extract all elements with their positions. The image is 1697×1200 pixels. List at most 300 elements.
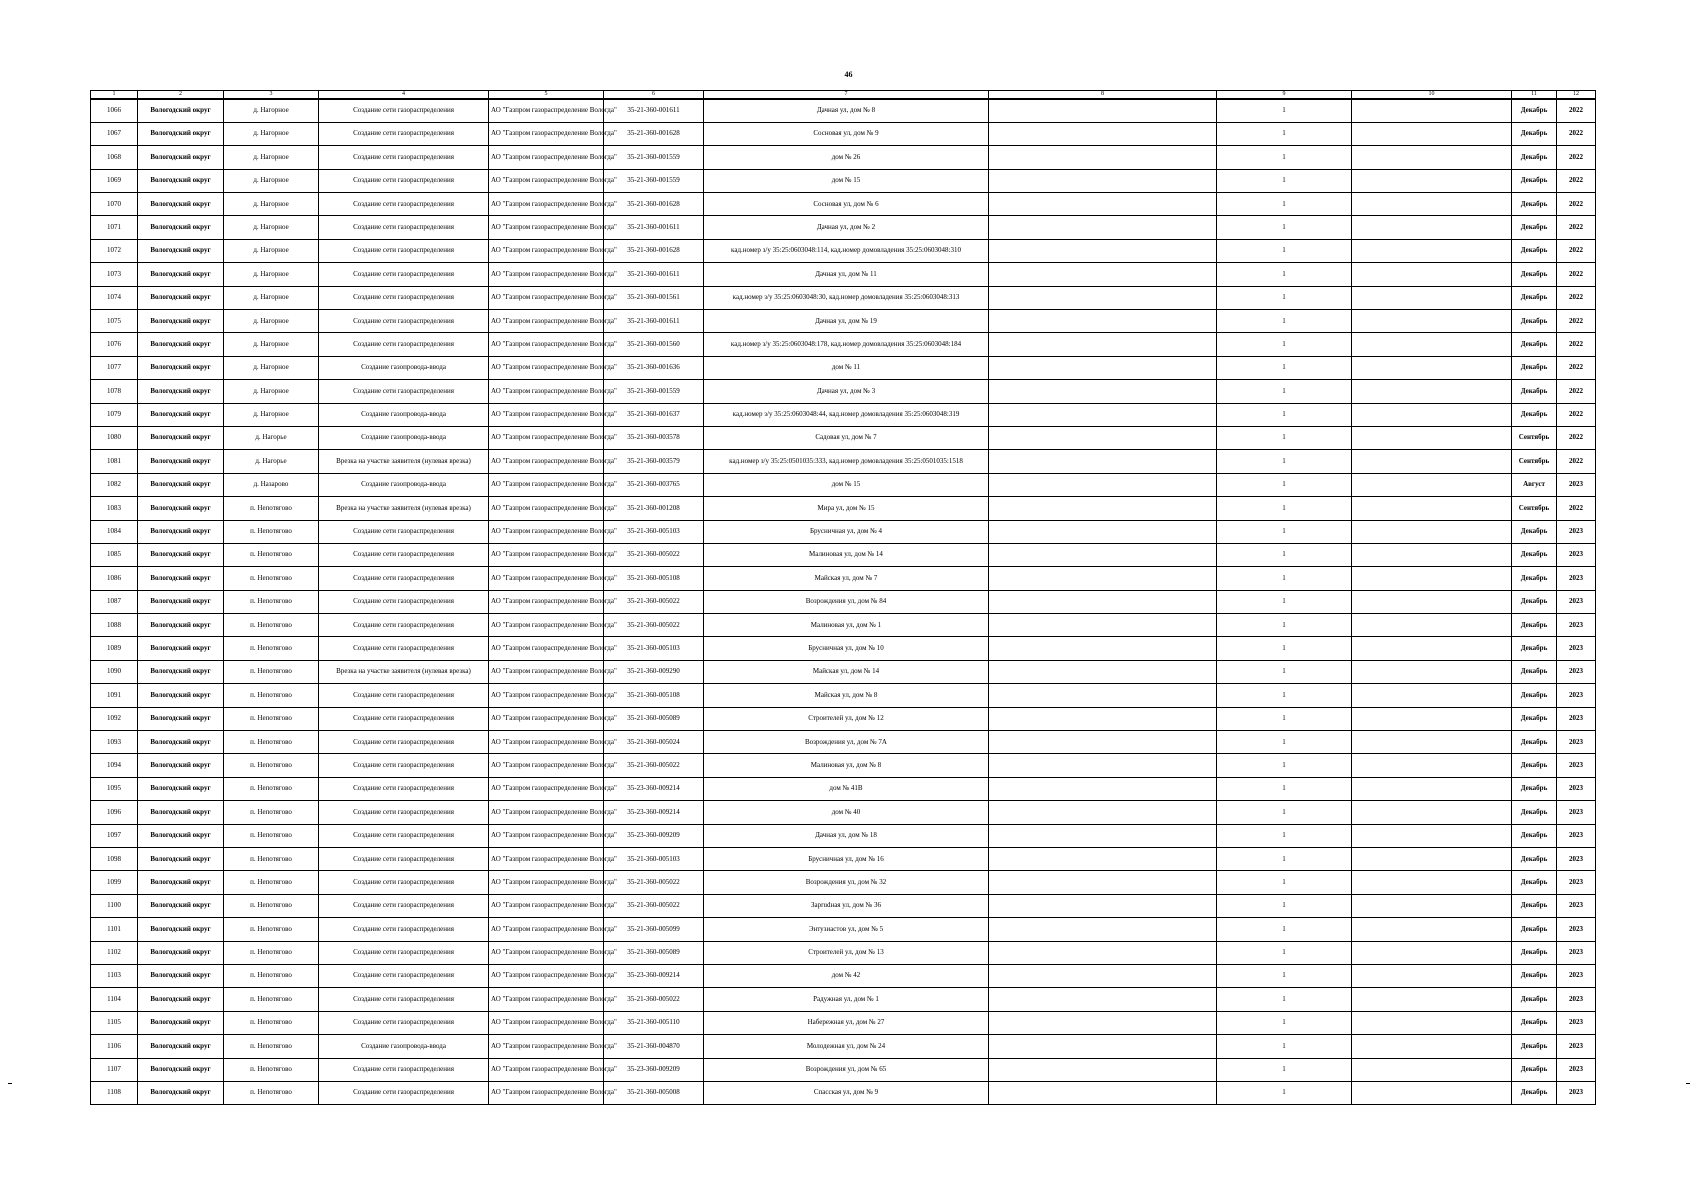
address-cell: Дачная ул, дом № 19 bbox=[704, 310, 989, 333]
work-type-cell: Создание сети газораспределения bbox=[319, 99, 489, 122]
district-cell: Вологодский округ bbox=[138, 1035, 224, 1058]
col8-cell bbox=[989, 637, 1217, 660]
row-number: 1087 bbox=[91, 590, 138, 613]
quantity-cell: 1 bbox=[1217, 193, 1352, 216]
col10-cell bbox=[1352, 543, 1512, 566]
year-cell: 2022 bbox=[1557, 146, 1596, 169]
year-cell: 2023 bbox=[1557, 520, 1596, 543]
row-number: 1095 bbox=[91, 777, 138, 800]
year-cell: 2023 bbox=[1557, 567, 1596, 590]
col8-cell bbox=[989, 239, 1217, 262]
settlement-cell: п. Непотягово bbox=[224, 1035, 319, 1058]
year-cell: 2023 bbox=[1557, 801, 1596, 824]
col10-cell bbox=[1352, 426, 1512, 449]
row-number: 1071 bbox=[91, 216, 138, 239]
object-code-cell: 35-21-360-005008 bbox=[604, 1081, 704, 1104]
year-cell: 2023 bbox=[1557, 894, 1596, 917]
col10-cell bbox=[1352, 169, 1512, 192]
month-cell: Декабрь bbox=[1512, 1035, 1557, 1058]
col10-cell bbox=[1352, 310, 1512, 333]
district-cell: Вологодский округ bbox=[138, 918, 224, 941]
work-type-cell: Создание сети газораспределения bbox=[319, 894, 489, 917]
year-cell: 2023 bbox=[1557, 941, 1596, 964]
address-cell: Дачная ул, дом № 18 bbox=[704, 824, 989, 847]
row-number: 1078 bbox=[91, 380, 138, 403]
settlement-cell: п. Непотягово bbox=[224, 941, 319, 964]
year-cell: 2022 bbox=[1557, 333, 1596, 356]
settlement-cell: п. Непотягово bbox=[224, 801, 319, 824]
quantity-cell: 1 bbox=[1217, 918, 1352, 941]
year-cell: 2023 bbox=[1557, 1035, 1596, 1058]
address-cell: дом № 15 bbox=[704, 473, 989, 496]
district-cell: Вологодский округ bbox=[138, 286, 224, 309]
col8-cell bbox=[989, 286, 1217, 309]
month-cell: Декабрь bbox=[1512, 99, 1557, 122]
row-number: 1093 bbox=[91, 731, 138, 754]
organization-cell: АО "Газпром газораспределение Вологда" bbox=[489, 1058, 604, 1081]
col10-cell bbox=[1352, 286, 1512, 309]
work-type-cell: Создание сети газораспределения bbox=[319, 169, 489, 192]
col10-cell bbox=[1352, 894, 1512, 917]
address-cell: Малиновая ул, дом № 14 bbox=[704, 543, 989, 566]
year-cell: 2023 bbox=[1557, 614, 1596, 637]
month-cell: Декабрь bbox=[1512, 707, 1557, 730]
col10-cell bbox=[1352, 450, 1512, 473]
object-code-cell: 35-21-360-003578 bbox=[604, 426, 704, 449]
organization-cell: АО "Газпром газораспределение Вологда" bbox=[489, 169, 604, 192]
district-cell: Вологодский округ bbox=[138, 848, 224, 871]
col10-cell bbox=[1352, 497, 1512, 520]
col10-cell bbox=[1352, 380, 1512, 403]
quantity-cell: 1 bbox=[1217, 216, 1352, 239]
table-row bbox=[91, 122, 1596, 145]
organization-cell: АО "Газпром газораспределение Вологда" bbox=[489, 520, 604, 543]
row-number: 1097 bbox=[91, 824, 138, 847]
work-type-cell: Создание сети газораспределения bbox=[319, 380, 489, 403]
object-code-cell: 35-21-360-005089 bbox=[604, 941, 704, 964]
col10-cell bbox=[1352, 1058, 1512, 1081]
work-type-cell: Создание сети газораспределения bbox=[319, 310, 489, 333]
col8-cell bbox=[989, 660, 1217, 683]
settlement-cell: п. Непотягово bbox=[224, 590, 319, 613]
settlement-cell: д. Нагорное bbox=[224, 193, 319, 216]
col10-cell bbox=[1352, 520, 1512, 543]
address-cell: Возрождения ул, дом № 65 bbox=[704, 1058, 989, 1081]
col8-cell bbox=[989, 871, 1217, 894]
district-cell: Вологодский округ bbox=[138, 684, 224, 707]
year-cell: 2022 bbox=[1557, 356, 1596, 379]
col10-cell bbox=[1352, 1081, 1512, 1104]
quantity-cell: 1 bbox=[1217, 801, 1352, 824]
address-cell: Брусничная ул, дом № 4 bbox=[704, 520, 989, 543]
district-cell: Вологодский округ bbox=[138, 754, 224, 777]
settlement-cell: п. Непотягово bbox=[224, 848, 319, 871]
address-cell: Майская ул, дом № 8 bbox=[704, 684, 989, 707]
row-number: 1105 bbox=[91, 1011, 138, 1034]
organization-cell: АО "Газпром газораспределение Вологда" bbox=[489, 824, 604, 847]
organization-cell: АО "Газпром газораспределение Вологда" bbox=[489, 590, 604, 613]
month-cell: Декабрь bbox=[1512, 824, 1557, 847]
table-row bbox=[91, 169, 1596, 192]
row-number: 1082 bbox=[91, 473, 138, 496]
object-code-cell: 35-21-360-001208 bbox=[604, 497, 704, 520]
object-code-cell: 35-21-360-001611 bbox=[604, 263, 704, 286]
col10-cell bbox=[1352, 848, 1512, 871]
district-cell: Вологодский округ bbox=[138, 614, 224, 637]
table-row bbox=[91, 356, 1596, 379]
district-cell: Вологодский округ bbox=[138, 707, 224, 730]
col8-cell bbox=[989, 1035, 1217, 1058]
object-code-cell: 35-21-360-004870 bbox=[604, 1035, 704, 1058]
address-cell: Строителей ул, дом № 13 bbox=[704, 941, 989, 964]
organization-cell: АО "Газпром газораспределение Вологда" bbox=[489, 286, 604, 309]
quantity-cell: 1 bbox=[1217, 122, 1352, 145]
col8-cell bbox=[989, 426, 1217, 449]
column-header: 8 bbox=[989, 91, 1217, 100]
col10-cell bbox=[1352, 333, 1512, 356]
quantity-cell: 1 bbox=[1217, 731, 1352, 754]
settlement-cell: д. Нагорное bbox=[224, 99, 319, 122]
organization-cell: АО "Газпром газораспределение Вологда" bbox=[489, 848, 604, 871]
row-number: 1100 bbox=[91, 894, 138, 917]
district-cell: Вологодский округ bbox=[138, 777, 224, 800]
work-type-cell: Создание сети газораспределения bbox=[319, 801, 489, 824]
object-code-cell: 35-21-360-001561 bbox=[604, 286, 704, 309]
settlement-cell: д. Нагорное bbox=[224, 263, 319, 286]
address-cell: Строителей ул, дом № 12 bbox=[704, 707, 989, 730]
table-row bbox=[91, 1011, 1596, 1034]
table-row bbox=[91, 146, 1596, 169]
object-code-cell: 35-21-360-003765 bbox=[604, 473, 704, 496]
month-cell: Декабрь bbox=[1512, 988, 1557, 1011]
address-cell: Сосновая ул, дом № 9 bbox=[704, 122, 989, 145]
organization-cell: АО "Газпром газораспределение Вологда" bbox=[489, 473, 604, 496]
year-cell: 2022 bbox=[1557, 286, 1596, 309]
organization-cell: АО "Газпром газораспределение Вологда" bbox=[489, 684, 604, 707]
organization-cell: АО "Газпром газораспределение Вологда" bbox=[489, 239, 604, 262]
object-code-cell: 35-21-360-005103 bbox=[604, 637, 704, 660]
year-cell: 2022 bbox=[1557, 99, 1596, 122]
work-type-cell: Создание сети газораспределения bbox=[319, 1081, 489, 1104]
settlement-cell: п. Непотягово bbox=[224, 824, 319, 847]
col10-cell bbox=[1352, 1011, 1512, 1034]
settlement-cell: д. Нагорное bbox=[224, 356, 319, 379]
quantity-cell: 1 bbox=[1217, 403, 1352, 426]
row-number: 1083 bbox=[91, 497, 138, 520]
col10-cell bbox=[1352, 731, 1512, 754]
col10-cell bbox=[1352, 824, 1512, 847]
col8-cell bbox=[989, 380, 1217, 403]
object-code-cell: 35-21-360-005103 bbox=[604, 848, 704, 871]
table-row bbox=[91, 1035, 1596, 1058]
col8-cell bbox=[989, 590, 1217, 613]
district-cell: Вологодский округ bbox=[138, 660, 224, 683]
address-cell: Малиновая ул, дом № 1 bbox=[704, 614, 989, 637]
organization-cell: АО "Газпром газораспределение Вологда" bbox=[489, 1011, 604, 1034]
row-number: 1096 bbox=[91, 801, 138, 824]
organization-cell: АО "Газпром газораспределение Вологда" bbox=[489, 99, 604, 122]
table-row bbox=[91, 614, 1596, 637]
object-code-cell: 35-21-360-001611 bbox=[604, 99, 704, 122]
table-row bbox=[91, 380, 1596, 403]
object-code-cell: 35-21-360-005022 bbox=[604, 988, 704, 1011]
row-number: 1107 bbox=[91, 1058, 138, 1081]
month-cell: Декабрь bbox=[1512, 356, 1557, 379]
work-type-cell: Создание сети газораспределения bbox=[319, 754, 489, 777]
table-row bbox=[91, 918, 1596, 941]
organization-cell: АО "Газпром газораспределение Вологда" bbox=[489, 801, 604, 824]
address-cell: Заprudная ул, дом № 36 bbox=[704, 894, 989, 917]
district-cell: Вологодский округ bbox=[138, 310, 224, 333]
address-cell: дом № 40 bbox=[704, 801, 989, 824]
quantity-cell: 1 bbox=[1217, 356, 1352, 379]
address-cell: дом № 11 bbox=[704, 356, 989, 379]
organization-cell: АО "Газпром газораспределение Вологда" bbox=[489, 426, 604, 449]
col10-cell bbox=[1352, 239, 1512, 262]
address-cell: дом № 26 bbox=[704, 146, 989, 169]
col10-cell bbox=[1352, 660, 1512, 683]
table-row bbox=[91, 520, 1596, 543]
settlement-cell: д. Нагорное bbox=[224, 239, 319, 262]
district-cell: Вологодский округ bbox=[138, 403, 224, 426]
year-cell: 2022 bbox=[1557, 193, 1596, 216]
col8-cell bbox=[989, 731, 1217, 754]
district-cell: Вологодский округ bbox=[138, 894, 224, 917]
table-row bbox=[91, 216, 1596, 239]
col8-cell bbox=[989, 918, 1217, 941]
settlement-cell: д. Нагорье bbox=[224, 426, 319, 449]
column-header: 12 bbox=[1557, 91, 1596, 100]
district-cell: Вологодский округ bbox=[138, 824, 224, 847]
row-number: 1079 bbox=[91, 403, 138, 426]
district-cell: Вологодский округ bbox=[138, 216, 224, 239]
address-cell: дом № 41В bbox=[704, 777, 989, 800]
table-row bbox=[91, 824, 1596, 847]
table-row bbox=[91, 637, 1596, 660]
quantity-cell: 1 bbox=[1217, 380, 1352, 403]
table-row bbox=[91, 988, 1596, 1011]
year-cell: 2023 bbox=[1557, 988, 1596, 1011]
table-row bbox=[91, 777, 1596, 800]
col8-cell bbox=[989, 333, 1217, 356]
quantity-cell: 1 bbox=[1217, 988, 1352, 1011]
col10-cell bbox=[1352, 871, 1512, 894]
col8-cell bbox=[989, 473, 1217, 496]
year-cell: 2022 bbox=[1557, 310, 1596, 333]
col10-cell bbox=[1352, 918, 1512, 941]
row-number: 1088 bbox=[91, 614, 138, 637]
object-code-cell: 35-21-360-005099 bbox=[604, 918, 704, 941]
object-code-cell: 35-21-360-001559 bbox=[604, 146, 704, 169]
quantity-cell: 1 bbox=[1217, 848, 1352, 871]
district-cell: Вологодский округ bbox=[138, 988, 224, 1011]
table-row bbox=[91, 941, 1596, 964]
year-cell: 2023 bbox=[1557, 1011, 1596, 1034]
settlement-cell: п. Непотягово bbox=[224, 894, 319, 917]
work-type-cell: Создание сети газораспределения bbox=[319, 988, 489, 1011]
object-code-cell: 35-21-360-009290 bbox=[604, 660, 704, 683]
column-header: 2 bbox=[138, 91, 224, 100]
col10-cell bbox=[1352, 988, 1512, 1011]
month-cell: Декабрь bbox=[1512, 239, 1557, 262]
address-cell: Набережная ул, дом № 27 bbox=[704, 1011, 989, 1034]
month-cell: Декабрь bbox=[1512, 590, 1557, 613]
address-cell: Майская ул, дом № 14 bbox=[704, 660, 989, 683]
object-code-cell: 35-21-360-005024 bbox=[604, 731, 704, 754]
month-cell: Декабрь bbox=[1512, 918, 1557, 941]
col10-cell bbox=[1352, 964, 1512, 987]
row-number: 1102 bbox=[91, 941, 138, 964]
row-number: 1080 bbox=[91, 426, 138, 449]
month-cell: Декабрь bbox=[1512, 193, 1557, 216]
district-cell: Вологодский округ bbox=[138, 590, 224, 613]
settlement-cell: д. Нагорное bbox=[224, 403, 319, 426]
col10-cell bbox=[1352, 193, 1512, 216]
quantity-cell: 1 bbox=[1217, 99, 1352, 122]
object-code-cell: 35-21-360-005089 bbox=[604, 707, 704, 730]
district-cell: Вологодский округ bbox=[138, 380, 224, 403]
quantity-cell: 1 bbox=[1217, 520, 1352, 543]
month-cell: Декабрь bbox=[1512, 1081, 1557, 1104]
object-code-cell: 35-23-360-009214 bbox=[604, 777, 704, 800]
quantity-cell: 1 bbox=[1217, 964, 1352, 987]
col10-cell bbox=[1352, 99, 1512, 122]
month-cell: Декабрь bbox=[1512, 754, 1557, 777]
work-type-cell: Создание сети газораспределения bbox=[319, 918, 489, 941]
work-type-cell: Создание сети газораспределения bbox=[319, 1058, 489, 1081]
organization-cell: АО "Газпром газораспределение Вологда" bbox=[489, 216, 604, 239]
table-row bbox=[91, 1081, 1596, 1104]
work-type-cell: Создание сети газораспределения bbox=[319, 824, 489, 847]
address-cell: кад.номер з/у 35:25:0603048:44, кад.номер домовладения 35:25:0603048:319 bbox=[704, 403, 989, 426]
table-row bbox=[91, 497, 1596, 520]
col10-cell bbox=[1352, 122, 1512, 145]
quantity-cell: 1 bbox=[1217, 310, 1352, 333]
table-row bbox=[91, 801, 1596, 824]
object-code-cell: 35-21-360-005022 bbox=[604, 894, 704, 917]
work-type-cell: Создание сети газораспределения bbox=[319, 777, 489, 800]
settlement-cell: п. Непотягово bbox=[224, 707, 319, 730]
col10-cell bbox=[1352, 590, 1512, 613]
settlement-cell: п. Непотягово bbox=[224, 754, 319, 777]
district-cell: Вологодский округ bbox=[138, 801, 224, 824]
organization-cell: АО "Газпром газораспределение Вологда" bbox=[489, 988, 604, 1011]
col8-cell bbox=[989, 193, 1217, 216]
year-cell: 2022 bbox=[1557, 263, 1596, 286]
month-cell: Сентябрь bbox=[1512, 426, 1557, 449]
address-cell: Брусничная ул, дом № 10 bbox=[704, 637, 989, 660]
row-number: 1084 bbox=[91, 520, 138, 543]
organization-cell: АО "Газпром газораспределение Вологда" bbox=[489, 894, 604, 917]
object-code-cell: 35-21-360-001636 bbox=[604, 356, 704, 379]
year-cell: 2023 bbox=[1557, 473, 1596, 496]
quantity-cell: 1 bbox=[1217, 497, 1352, 520]
address-cell: кад.номер з/у 35:25:0603048:30, кад.номер домовладения 35:25:0603048:313 bbox=[704, 286, 989, 309]
month-cell: Декабрь bbox=[1512, 310, 1557, 333]
year-cell: 2022 bbox=[1557, 239, 1596, 262]
address-cell: Возрождения ул, дом № 84 bbox=[704, 590, 989, 613]
table-row bbox=[91, 450, 1596, 473]
settlement-cell: д. Нагорное bbox=[224, 286, 319, 309]
settlement-cell: п. Непотягово bbox=[224, 567, 319, 590]
settlement-cell: д. Нагорное bbox=[224, 380, 319, 403]
object-code-cell: 35-21-360-001559 bbox=[604, 169, 704, 192]
quantity-cell: 1 bbox=[1217, 754, 1352, 777]
column-header: 10 bbox=[1352, 91, 1512, 100]
organization-cell: АО "Газпром газораспределение Вологда" bbox=[489, 122, 604, 145]
district-cell: Вологодский округ bbox=[138, 426, 224, 449]
row-number: 1073 bbox=[91, 263, 138, 286]
district-cell: Вологодский округ bbox=[138, 941, 224, 964]
column-header: 5 bbox=[489, 91, 604, 100]
organization-cell: АО "Газпром газораспределение Вологда" bbox=[489, 263, 604, 286]
month-cell: Декабрь bbox=[1512, 216, 1557, 239]
row-number: 1072 bbox=[91, 239, 138, 262]
table-row bbox=[91, 754, 1596, 777]
quantity-cell: 1 bbox=[1217, 637, 1352, 660]
table-row bbox=[91, 590, 1596, 613]
table-body bbox=[91, 99, 1596, 1105]
month-cell: Декабрь bbox=[1512, 333, 1557, 356]
address-cell: дом № 42 bbox=[704, 964, 989, 987]
row-number: 1074 bbox=[91, 286, 138, 309]
organization-cell: АО "Газпром газораспределение Вологда" bbox=[489, 356, 604, 379]
row-number: 1069 bbox=[91, 169, 138, 192]
object-code-cell: 35-21-360-001628 bbox=[604, 239, 704, 262]
month-cell: Декабрь bbox=[1512, 731, 1557, 754]
col8-cell bbox=[989, 403, 1217, 426]
page-number: 46 bbox=[844, 70, 853, 79]
settlement-cell: п. Непотягово bbox=[224, 497, 319, 520]
work-type-cell: Врезка на участке заявителя (нулевая врезка) bbox=[319, 497, 489, 520]
row-number: 1068 bbox=[91, 146, 138, 169]
column-header: 1 bbox=[91, 91, 138, 100]
month-cell: Декабрь bbox=[1512, 964, 1557, 987]
address-cell: кад.номер з/у 35:25:0501035:333, кад.номер домовладения 35:25:0501035:1518 bbox=[704, 450, 989, 473]
quantity-cell: 1 bbox=[1217, 1011, 1352, 1034]
col10-cell bbox=[1352, 777, 1512, 800]
row-number: 1099 bbox=[91, 871, 138, 894]
object-code-cell: 35-21-360-005103 bbox=[604, 520, 704, 543]
address-cell: Малиновая ул, дом № 8 bbox=[704, 754, 989, 777]
month-cell: Декабрь bbox=[1512, 684, 1557, 707]
month-cell: Декабрь bbox=[1512, 637, 1557, 660]
district-cell: Вологодский округ bbox=[138, 146, 224, 169]
table-row bbox=[91, 660, 1596, 683]
object-code-cell: 35-21-360-001611 bbox=[604, 310, 704, 333]
work-type-cell: Создание сети газораспределения bbox=[319, 684, 489, 707]
district-cell: Вологодский округ bbox=[138, 99, 224, 122]
quantity-cell: 1 bbox=[1217, 777, 1352, 800]
quantity-cell: 1 bbox=[1217, 660, 1352, 683]
col8-cell bbox=[989, 450, 1217, 473]
month-cell: Декабрь bbox=[1512, 660, 1557, 683]
work-type-cell: Врезка на участке заявителя (нулевая врезка) bbox=[319, 450, 489, 473]
quantity-cell: 1 bbox=[1217, 146, 1352, 169]
row-number: 1066 bbox=[91, 99, 138, 122]
year-cell: 2023 bbox=[1557, 824, 1596, 847]
table-row bbox=[91, 310, 1596, 333]
settlement-cell: п. Непотягово bbox=[224, 520, 319, 543]
year-cell: 2023 bbox=[1557, 637, 1596, 660]
district-cell: Вологодский округ bbox=[138, 122, 224, 145]
object-code-cell: 35-21-360-003579 bbox=[604, 450, 704, 473]
header-row bbox=[91, 91, 1596, 100]
registry-table bbox=[90, 90, 1596, 1105]
address-cell: Дачная ул, дом № 2 bbox=[704, 216, 989, 239]
col10-cell bbox=[1352, 637, 1512, 660]
table-row bbox=[91, 239, 1596, 262]
